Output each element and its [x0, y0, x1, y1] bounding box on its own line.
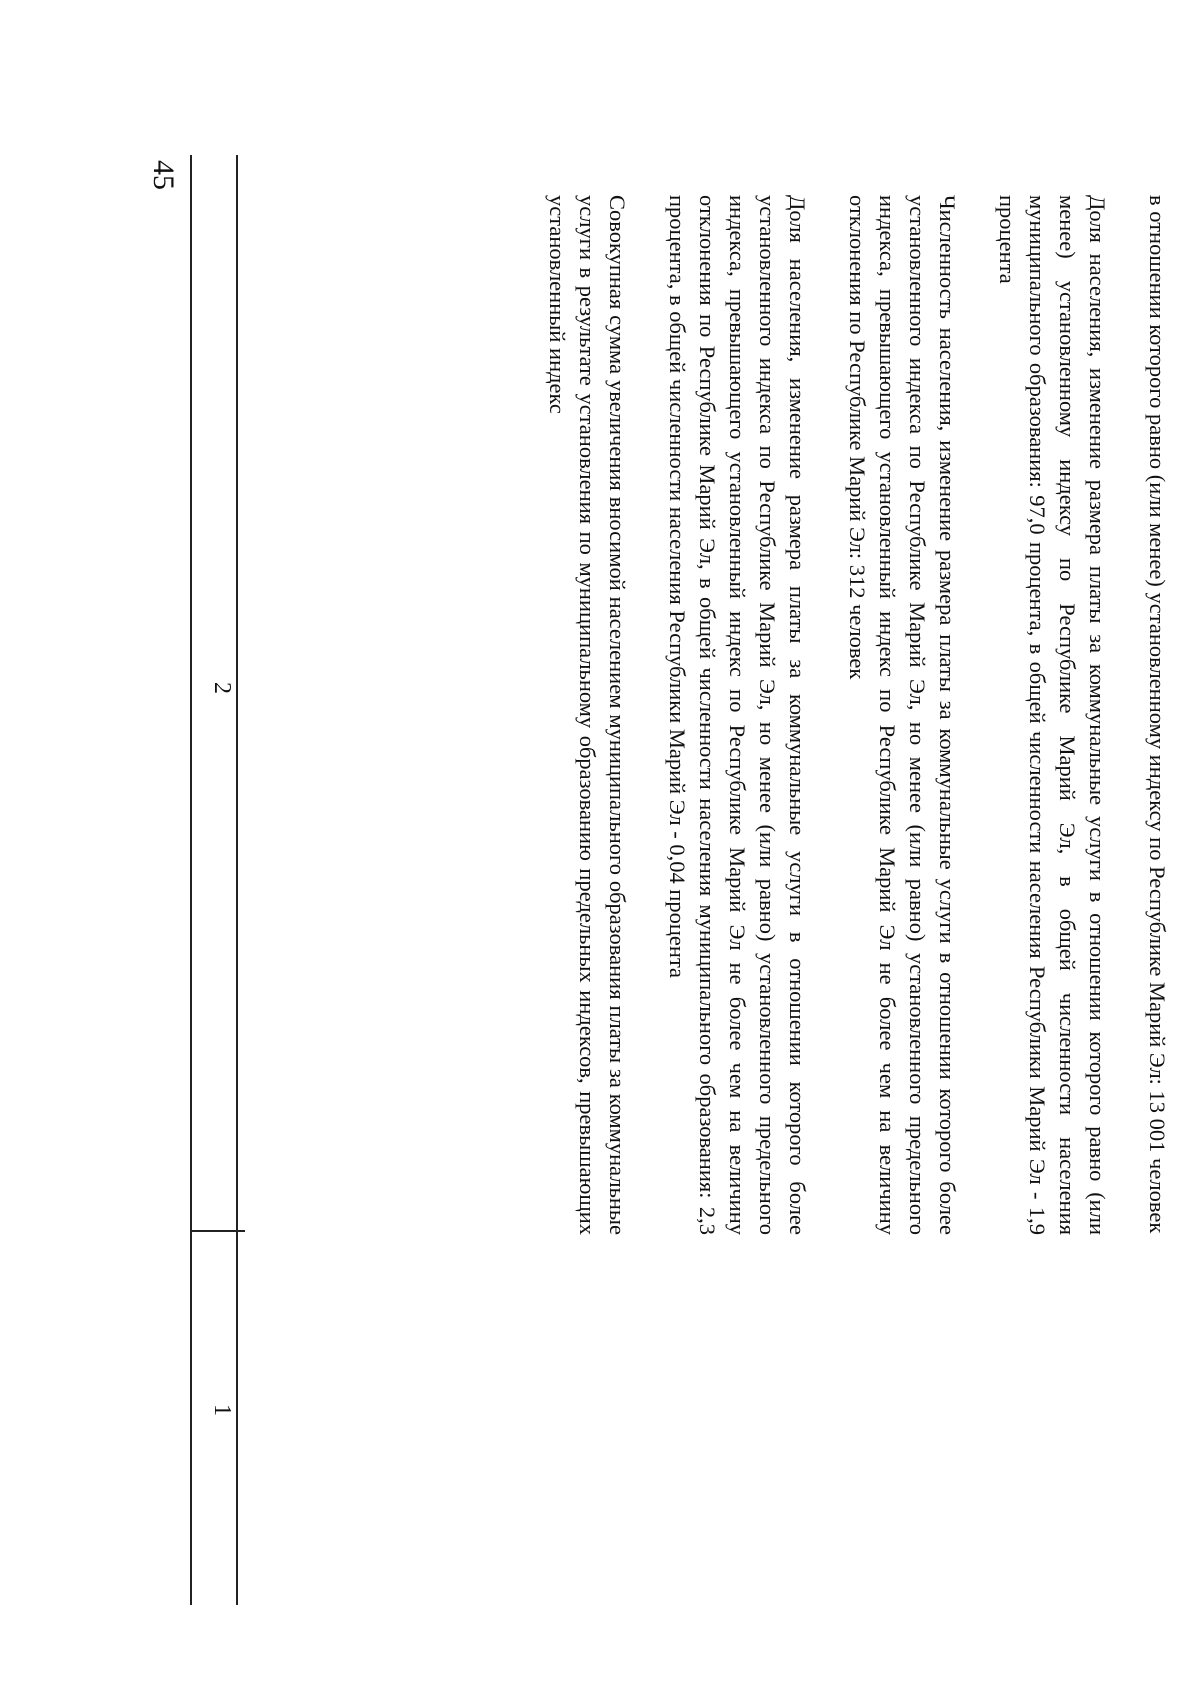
paragraph-population-above-index: Численность населения, изменение размера платы за коммунальные услуги в отношении которого более установленного индекса по Республике Марий Эл, но менее (или равно) установленного предельного индекса, превышающего установленный индекс по Республике Марий Эл не более чем на величину отклонения по Республике Марий Эл: 312 человек [845, 195, 960, 1235]
table-column-divider [191, 1230, 245, 1232]
paragraph-total-increase-sum: Совокупная сумма увеличения вносимой населением муниципального образования платы за коммунальные услуги в результате установления по муниципальному образованию предельных индексов, превышающих установленный индекс [545, 195, 630, 1235]
table-top-rule [236, 155, 238, 1605]
table-header-rule [190, 155, 192, 1605]
table-header-column-1: 1 [209, 1404, 235, 1416]
table-header-column-2: 2 [209, 682, 235, 694]
page-number: 45 [147, 160, 180, 190]
paragraph-population-within-index: в отношении которого равно (или менее) установленному индексу по Республике Марий Эл: 13 001 человек [1145, 195, 1170, 1234]
paragraph-share-within-index: Доля населения, изменение размера платы за коммунальные услуги в отношении которого равно (или менее) установленному индексу по Республике Марий Эл, в общей численности населения муниципального образования: 97,0 процента, в общей численности населения Республики Марий Эл - 1,9 процента [995, 195, 1110, 1235]
table-body-column-2 [252, 195, 1172, 1235]
paragraph-share-above-index: Доля населения, изменение размера платы за коммунальные услуги в отношении которого более установленного индекса по Республике Марий Эл, но менее (или равно) установленного предельного индекса, превышающего установленный индекс по Республике Марий Эл не более чем на величину отклонения по Республике Марий Эл, в общей численности населения муниципального образования: 2,3 процента, в общей численности населения Республики Марий Эл - 0,04 процента [665, 195, 810, 1235]
